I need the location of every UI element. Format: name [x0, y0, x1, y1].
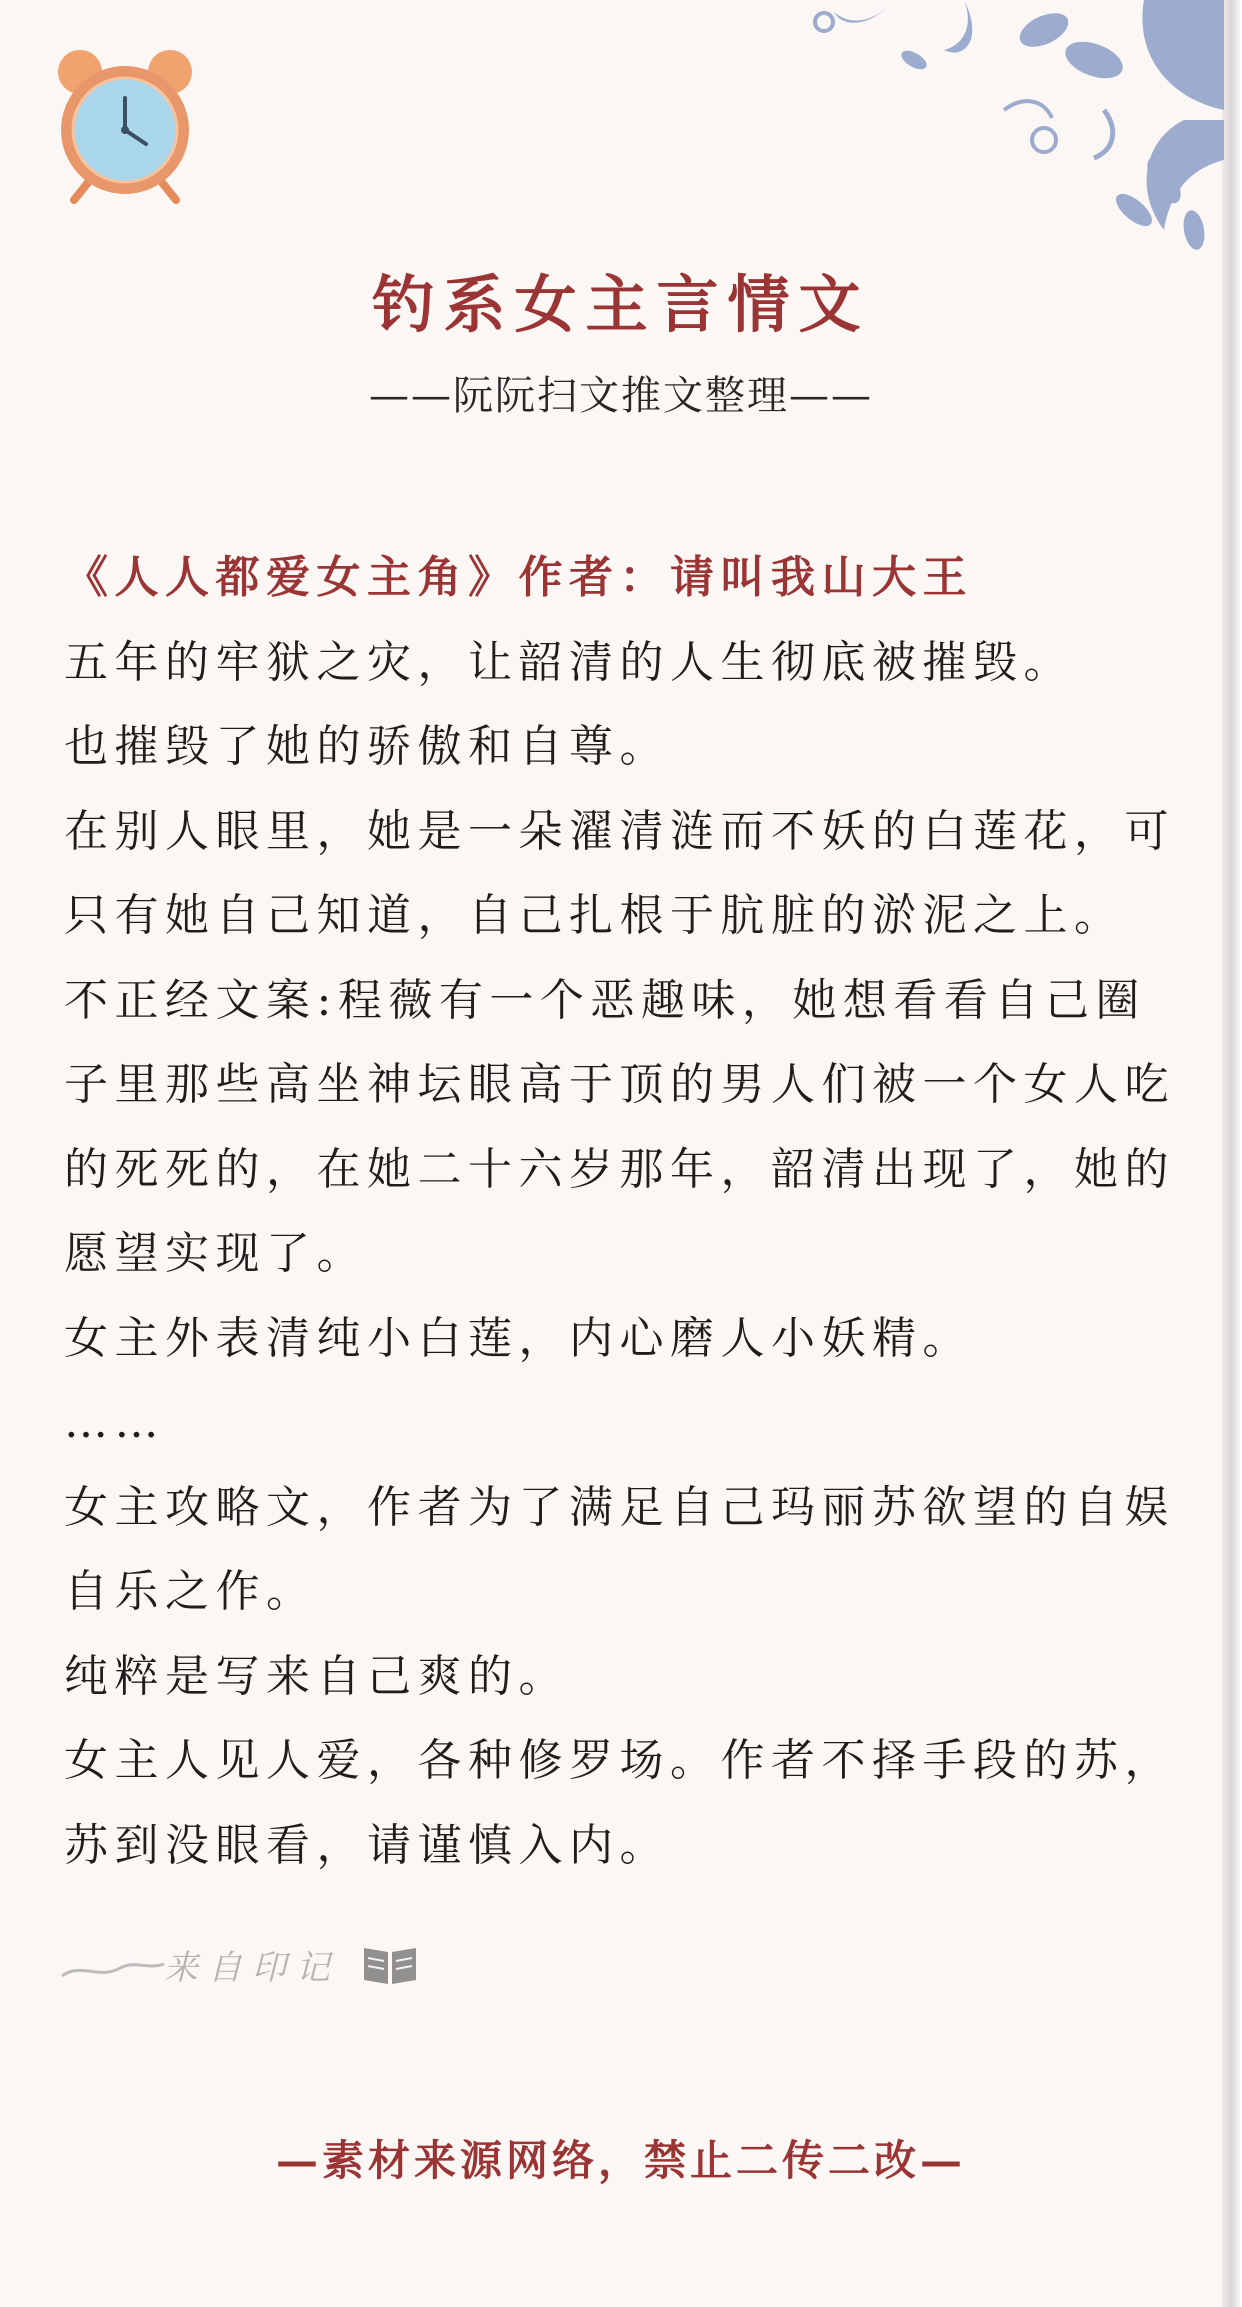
paragraph: 在别人眼里，她是一朵濯清涟而不妖的白莲花，可只有她自己知道，自己扎根于肮脏的淤泥之上。	[64, 805, 1175, 941]
paragraph: 女主攻略文，作者为了满足自己玛丽苏欲望的自娱自乐之作。	[64, 1481, 1175, 1617]
watermark	[60, 1940, 440, 2000]
page-subtitle: ——阮阮扫文推文整理——	[369, 373, 873, 419]
paragraph: 也摧毁了她的骄傲和自尊。	[64, 721, 670, 772]
book-entry	[64, 536, 1184, 1888]
page-title: 钓系女主言情文	[372, 268, 870, 341]
paragraph: 不正经文案:程薇有一个恶趣味，她想看看自己圈子里那些高坐神坛眼高于顶的男人们被一个女人吃的死死的，在她二十六岁那年，韶清出现了，她的愿望实现了。	[64, 974, 1175, 1279]
paragraph: 五年的牢狱之灾，让韶清的人生彻底被摧毁。	[64, 636, 1074, 688]
paragraph: 纯粹是写来自己爽的。	[64, 1650, 569, 1702]
ellipsis: ……	[64, 1397, 165, 1448]
watermark-flourish	[60, 1940, 170, 1990]
copyright-notice: —素材来源网络，禁止二传二改—	[275, 2136, 966, 2185]
floral-decoration	[664, 0, 1224, 250]
alarm-clock-icon	[40, 40, 210, 210]
paragraph: 女主人见人爱，各种修罗场。作者不择手段的苏，苏到没眼看，请谨慎入内。	[64, 1735, 1175, 1871]
book-heading: 《人人都爱女主角》作者：请叫我山大王	[64, 552, 973, 603]
page-edge-shadow	[1222, 0, 1242, 2307]
book-icon	[360, 1942, 420, 1988]
paragraph: 女主外表清纯小白莲，内心磨人小妖精。	[64, 1312, 973, 1364]
watermark-text: 来自印记	[164, 1948, 340, 1988]
